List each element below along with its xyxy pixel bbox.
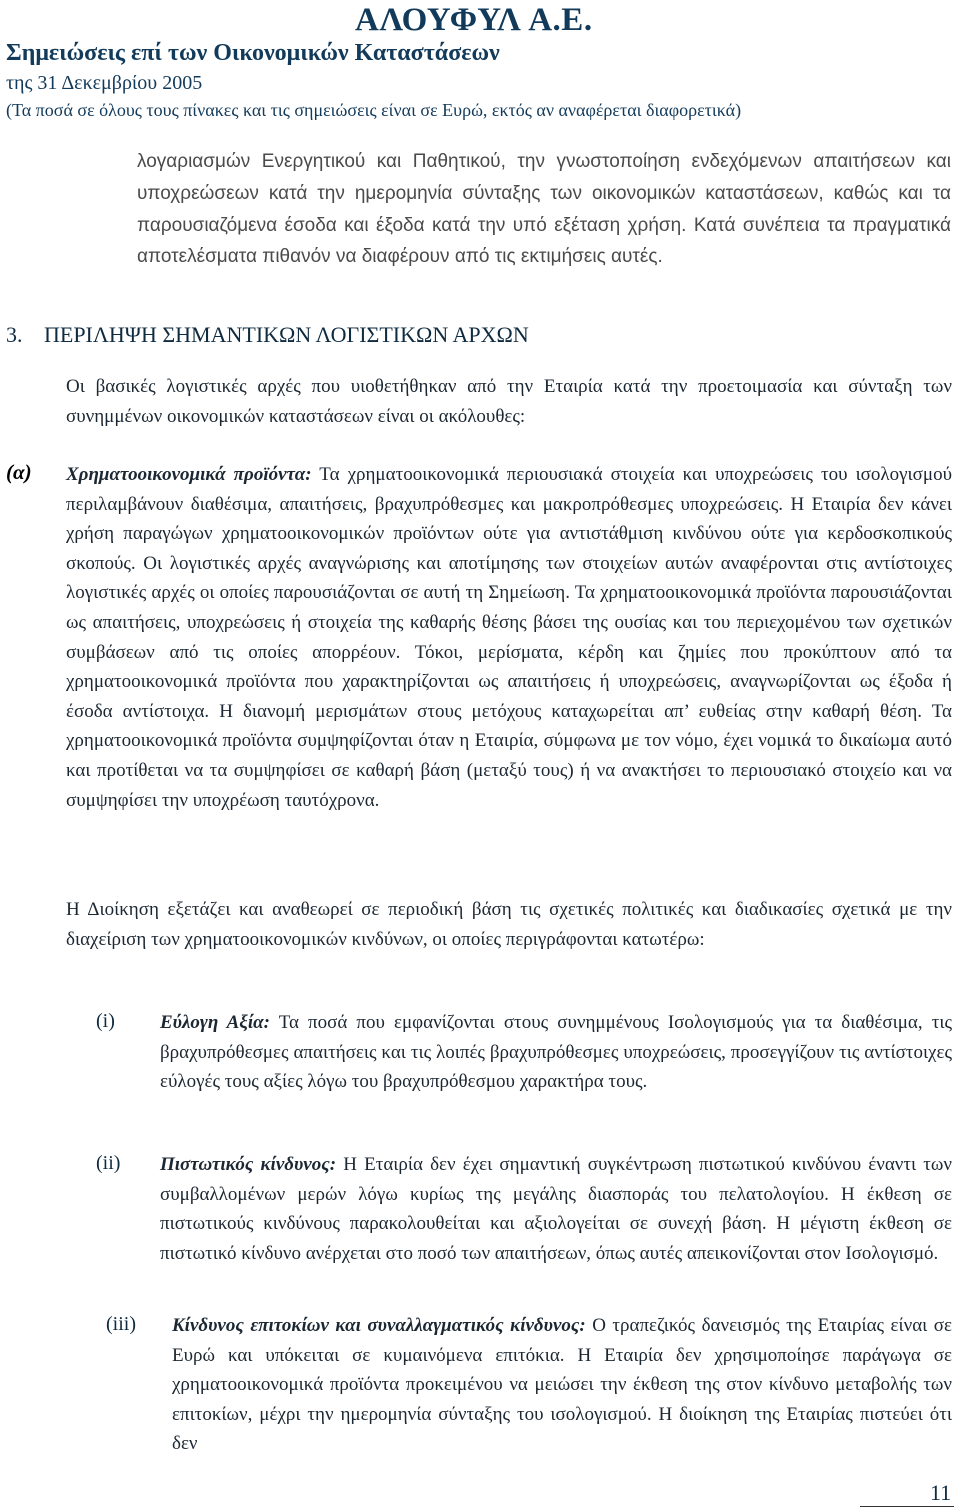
footer-rule	[860, 1506, 954, 1507]
company-name: ΑΛΟΥΦΥΛ Α.Ε.	[355, 2, 593, 38]
risk-item-credit	[160, 1150, 952, 1268]
risk-item-interest	[172, 1311, 952, 1459]
risk-item-label: (ii)	[96, 1152, 121, 1174]
document-title: Σημειώσεις επί των Οικονομικών Καταστάσεων	[6, 40, 500, 66]
risk-item-label: (iii)	[106, 1313, 136, 1335]
section-title: ΠΕΡΙΛΗΨΗ ΣΗΜΑΝΤΙΚΩΝ ΛΟΓΙΣΤΙΚΩΝ ΑΡΧΩΝ	[44, 322, 529, 347]
risk-item-label: (i)	[96, 1010, 115, 1032]
risk-item-text: Η Εταιρία δεν έχει σημαντική συγκέντρωση πιστωτικού κινδύνου έναντι των συμβαλλομένων μερών λόγω κυρίως της μεγάλης διασποράς του πελατολογίου. Η έκθεση σε πιστωτικούς κινδύνους παρακολουθείται και αξιολογείται σε συνεχή βάση. Η μέγιστη έκθεση σε πιστωτικό κίνδυνο ανέρχεται στο ποσό των απαιτήσεων, όπως αυτές απεικονίζονται στον Ισολογισμό.	[160, 1154, 953, 1264]
item-a-label: (α)	[6, 460, 32, 484]
risk-item-text: Ο τραπεζικός δανεισμός της Εταιρίας είναι σε Ευρώ και υπόκειται σε κυμαινόμενα επιτόκια. Η Εταιρία δεν χρησιμοποίησε παράγωγα σε χρηματοοικονομικά προϊόντα προκειμένου να μειώσει την έκθεση της στον κίνδυνο μεταβολής των επιτοκίων, μέχρι την ημερομηνία σύνταξης του ισολογισμού. Η διοίκηση της Εταιρίας πιστεύει ότι δεν	[172, 1315, 953, 1455]
item-a-text: Τα χρηματοοικονομικά περιουσιακά στοιχεία και υποχρεώσεις του ισολογισμού περιλαμβάνουν διαθέσιμα, απαιτήσεις, βραχυπρόθεσμες και μακροπρόθεσμες υποχρεώσεις. Η Εταιρία δεν κάνει χρήση παραγώγων χρηματοοικονομικών προϊόντων ούτε για αντιστάθμιση κινδύνου ούτε για κερδοσκοπικούς σκοπούς. Οι λογιστικές αρχές αναγνώρισης και αποτίμησης των στοιχείων αυτών αναφέρονται στις αντίστοιχες λογιστικές αρχές οι οποίες παρουσιάζονται σε αυτή τη Σημείωση. Τα χρηματοοικονομικά προϊόντα παρουσιάζονται ως απαιτήσεις, υποχρεώσεις ή στοιχεία της καθαρής θέσης βάσει της ουσίας και του περιεχομένου των σχετικών συμβάσεων από τις οποίες απορρέουν. Τόκοι, μερίσματα, κέρδη και ζημίες που προκύπτουν από τα χρηματοοικονομικά προϊόντα που χαρακτηρίζονται ως απαιτήσεις ή υποχρεώσεις, αναγνωρίζονται ως έξοδα ή έσοδα αντίστοιχα. Η διανομή μερισμάτων στους μετόχους καταχωρείται απ’ ευθείας στην καθαρή θέση. Τα χρηματοοικονομικά προϊόντα συμψηφίζονται όταν η Εταιρία, σύμφωνα με τον νόμο, έχει νομικά το δικαίωμα αυτό και προτίθεται να τα συμψηφίσει σε καθαρή βάση (μεταξύ τους) ή να ανακτήσει το περιουσιακό στοιχείο και να συμψηφίσει την υποχρέωση ταυτόχρονα.	[66, 464, 952, 811]
section-heading	[6, 322, 529, 348]
risk-item-fair-value	[160, 1008, 952, 1097]
management-paragraph: Η Διοίκηση εξετάζει και αναθεωρεί σε περιοδική βάση τις σχετικές πολιτικές και διαδικασίες σχετικά με την διαχείριση των χρηματοοικονομικών κινδύνων, οι οποίες περιγράφονται κατωτέρω:	[66, 899, 952, 950]
continued-paragraph: λογαριασμών Ενεργητικού και Παθητικού, την γνωστοποίηση ενδεχόμενων απαιτήσεων και υποχρεώσεων κατά την ημερομηνία σύνταξης των οικονομικών καταστάσεων, καθώς και τα παρουσιαζόμενα έσοδα και έξοδα κατά την υπό εξέταση χρήση. Κατά συνέπεια τα πραγματικά αποτελέσματα πιθανόν να διαφέρουν από τις εκτιμήσεις αυτές.	[137, 151, 951, 268]
risk-item-heading: Κίνδυνος επιτοκίων και συναλλαγματικός κίνδυνος:	[172, 1315, 586, 1336]
item-a-paragraph	[66, 460, 952, 815]
risk-item-heading: Εύλογη Αξία:	[160, 1012, 270, 1033]
section-number: 3.	[6, 322, 23, 347]
page-number: 11	[930, 1480, 952, 1505]
risk-item-heading: Πιστωτικός κίνδυνος:	[160, 1154, 337, 1175]
risk-item-text: Τα ποσά που εμφανίζονται στους συνημμένους Ισολογισμούς για τα διαθέσιμα, τις βραχυπρόθεσμες απαιτήσεις και τις λοιπές βραχυπρόθεσμες υποχρεώσεις, προσεγγίζουν τις αντίστοιχες εύλογές τους αξίες λόγω του βραχυπρόθεσμου χαρακτήρα τους.	[160, 1012, 952, 1093]
currency-note: (Τα ποσά σε όλους τους πίνακες και τις σημειώσεις είναι σε Ευρώ, εκτός αν αναφέρεται διαφορετικά)	[6, 100, 742, 120]
section-intro: Οι βασικές λογιστικές αρχές που υιοθετήθηκαν από την Εταιρία κατά την προετοιμασία και σύνταξη των συνημμένων οικονομικών καταστάσεων είναι οι ακόλουθες:	[66, 376, 952, 427]
document-date: της 31 Δεκεμβρίου 2005	[6, 72, 203, 94]
item-a-heading: Χρηματοοικονομικά προϊόντα:	[66, 464, 312, 485]
